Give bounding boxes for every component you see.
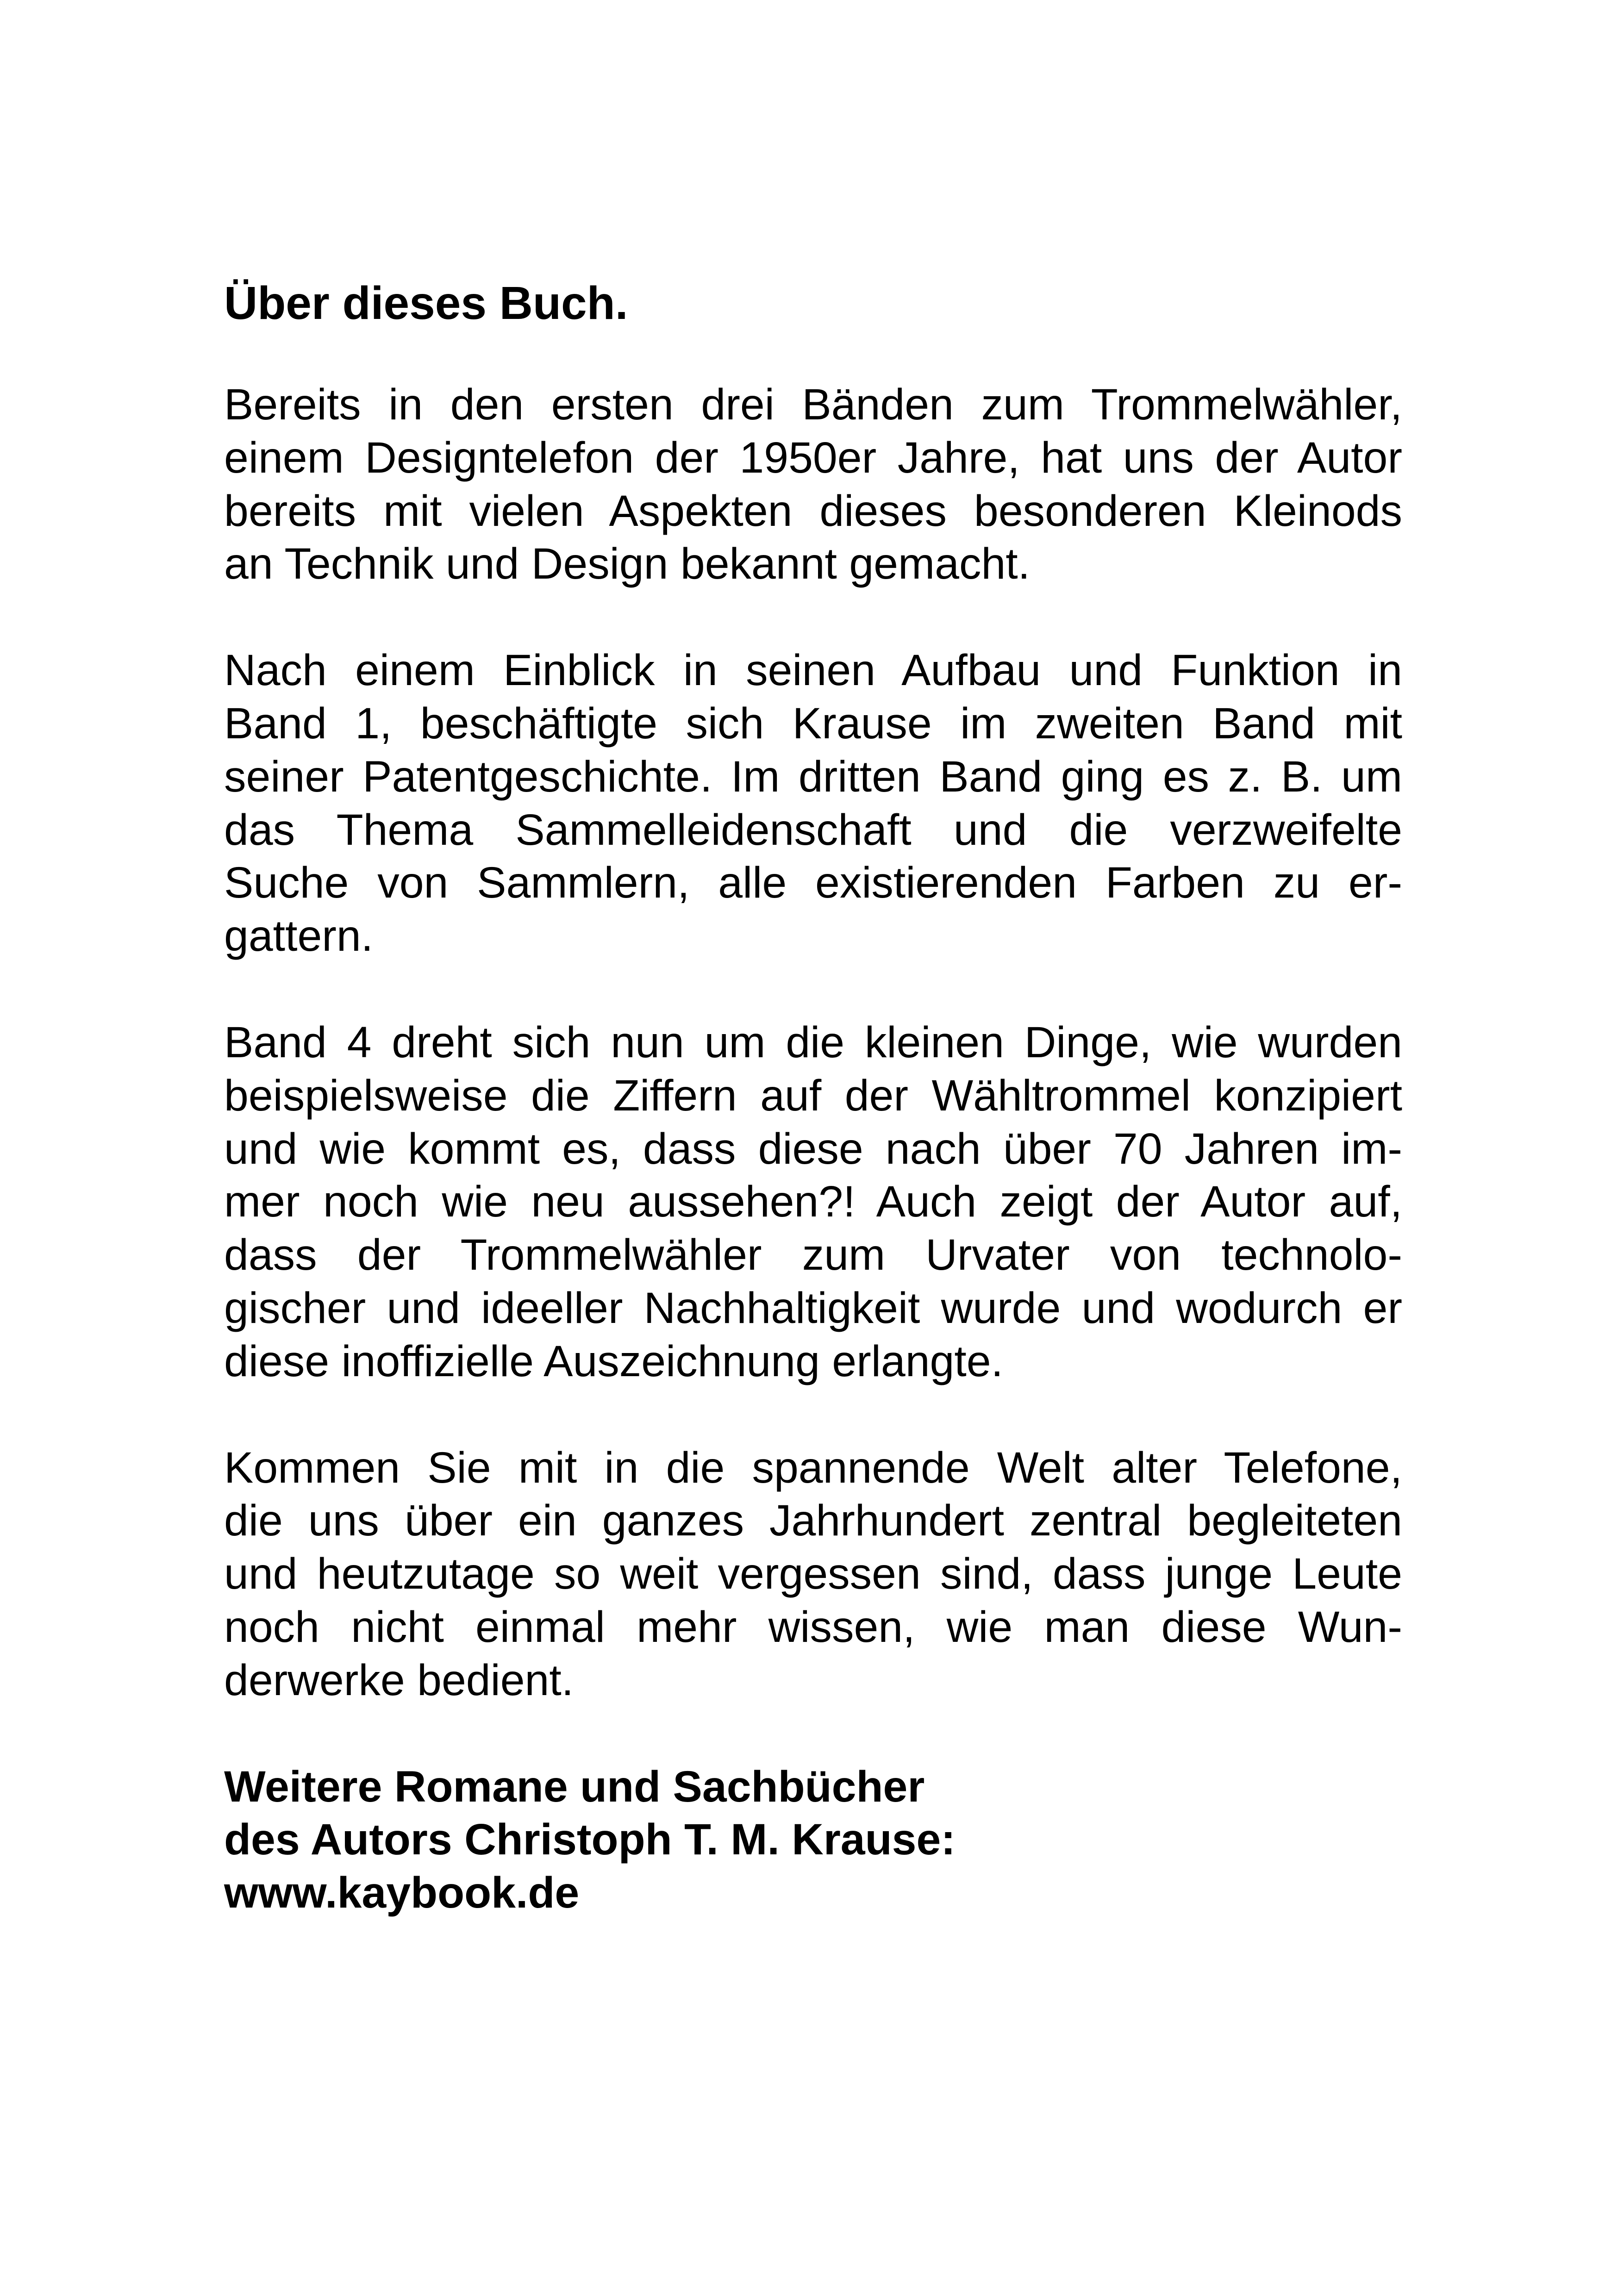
text-line: gattern. <box>224 911 374 961</box>
text-line: die uns über ein ganzes Jahrhundert zentral begleiteten <box>224 1496 1402 1546</box>
text-line: mer noch wie neu aussehen?! Auch zeigt der Autor auf, <box>224 1177 1402 1227</box>
text-line: an Technik und Design bekannt gemacht. <box>224 539 1031 589</box>
author-footer <box>224 1760 1402 1920</box>
text-line: einem Designtelefon der 1950er Jahre, hat uns der Autor <box>224 433 1402 482</box>
paragraph-3 <box>224 1016 1402 1388</box>
text-line: beispielsweise die Ziffern auf der Wähltrommel konzipiert <box>224 1071 1402 1120</box>
text-line: seiner Patentgeschichte. Im dritten Band ging es z. B. um <box>224 752 1402 801</box>
text-line: dass der Trommelwähler zum Urvater von technolo- <box>224 1230 1402 1280</box>
paragraph-1 <box>224 378 1402 591</box>
book-page <box>224 271 1402 1920</box>
text-line: und heutzutage so weit vergessen sind, dass junge Leute <box>224 1549 1402 1599</box>
text-line: Suche von Sammlern, alle existierenden Farben zu er- <box>224 858 1402 908</box>
footer-line-books: Weitere Romane und Sachbücher <box>224 1762 925 1811</box>
text-line: das Thema Sammelleidenschaft und die verzweifelte <box>224 805 1402 854</box>
text-line: Kommen Sie mit in die spannende Welt alter Telefone, <box>224 1443 1402 1492</box>
text-line: Band 4 dreht sich nun um die kleinen Dinge, wie wurden <box>224 1017 1402 1067</box>
text-line: Nach einem Einblick in seinen Aufbau und Funktion in <box>224 646 1402 695</box>
text-line: und wie kommt es, dass diese nach über 70 Jahren im- <box>224 1124 1402 1173</box>
page-title: Über dieses Buch. <box>224 277 628 329</box>
text-line: derwerke bedient. <box>224 1655 574 1705</box>
paragraph-4 <box>224 1441 1402 1707</box>
text-line: Bereits in den ersten drei Bänden zum Trommelwähler, <box>224 380 1402 429</box>
text-line: diese inoffizielle Auszeichnung erlangte. <box>224 1336 1004 1386</box>
text-line: bereits mit vielen Aspekten dieses besonderen Kleinods <box>224 486 1402 536</box>
paragraph-2 <box>224 644 1402 963</box>
text-line: noch nicht einmal mehr wissen, wie man diese Wun- <box>224 1602 1402 1652</box>
website-link[interactable]: www.kaybook.de <box>224 1868 580 1918</box>
footer-line-author: des Autors Christoph T. M. Krause: <box>224 1815 956 1865</box>
text-line: gischer und ideeller Nachhaltigkeit wurde und wodurch er <box>224 1283 1402 1333</box>
text-line: Band 1, beschäftigte sich Krause im zweiten Band mit <box>224 698 1402 748</box>
